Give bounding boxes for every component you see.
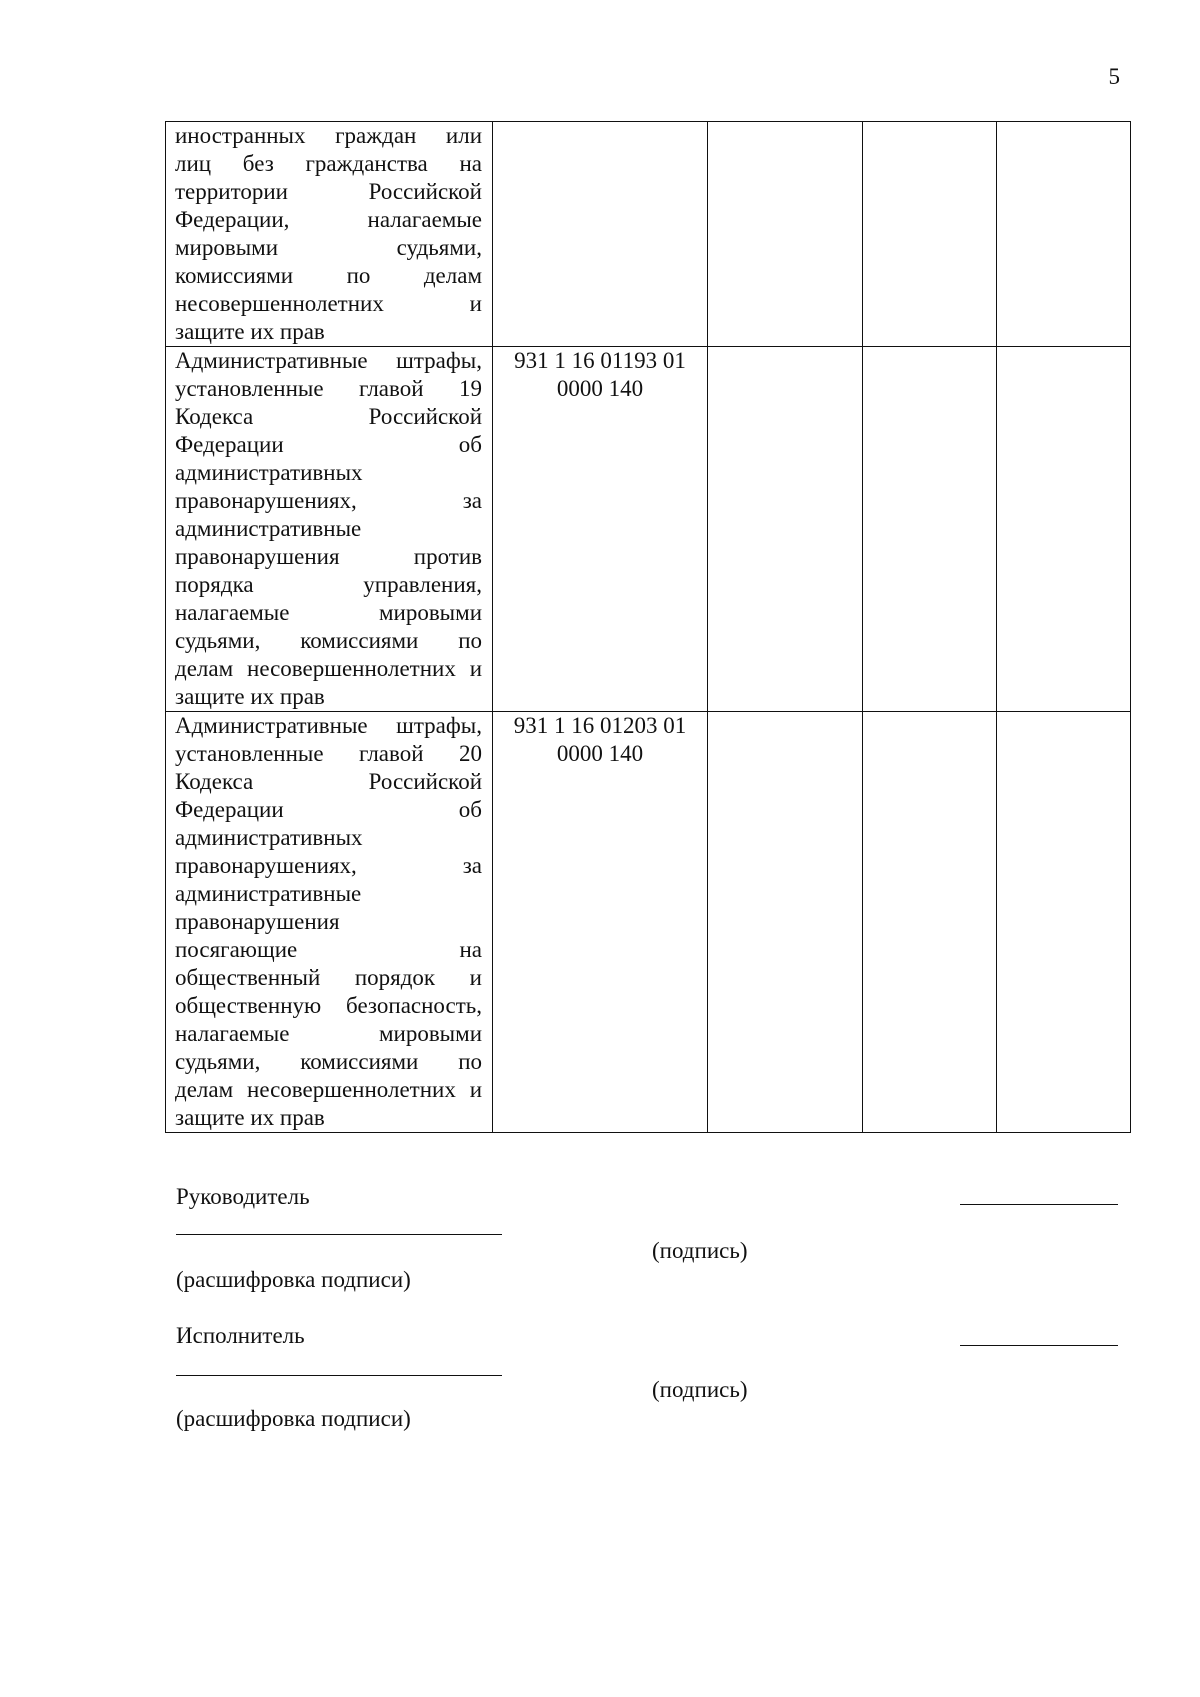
executor-signature-line[interactable] (960, 1345, 1118, 1346)
head-signature-caption: (подпись) (652, 1238, 748, 1263)
description-line: правонарушениях, за (175, 853, 482, 878)
description-line: Федерации об (175, 432, 482, 457)
description-line: Административные штрафы, (175, 348, 482, 373)
description-line: налагаемые мировыми (175, 600, 482, 625)
description-line: защите их прав (175, 319, 325, 344)
page-number: 5 (1108, 64, 1120, 89)
description-line: делам несовершеннолетних и (175, 1077, 482, 1102)
code-line: 931 1 16 01193 01 (514, 348, 686, 373)
description-line: правонарушения (175, 909, 340, 934)
description-line: Кодекса Российской (175, 404, 482, 429)
description-line: административные (175, 516, 362, 541)
description-line: судьями, комиссиями по (175, 628, 482, 653)
description-line: общественный порядок и (175, 965, 482, 990)
description-line: Административные штрафы, (175, 713, 482, 738)
description-line: судьями, комиссиями по (175, 1049, 482, 1074)
description-line: комиссиями по делам (175, 263, 482, 288)
description-line: Федерации, налагаемые (175, 207, 482, 232)
head-label: Руководитель (176, 1184, 310, 1209)
description-line: посягающие на (175, 937, 482, 962)
description-line: Кодекса Российской (175, 769, 482, 794)
executor-label: Исполнитель (176, 1323, 305, 1348)
description-line: административных (175, 825, 363, 850)
description-line: иностранных граждан или (175, 123, 482, 148)
description-line: несовершеннолетних и (175, 291, 482, 316)
description-line: порядка управления, (175, 572, 482, 597)
description-line: административные (175, 881, 362, 906)
description-line: защите их прав (175, 1105, 325, 1130)
code-line: 0000 140 (556, 376, 644, 401)
description-line: установленные главой 19 (175, 376, 482, 401)
description-line: Федерации об (175, 797, 482, 822)
head-name-line[interactable] (176, 1234, 502, 1235)
code-line: 0000 140 (556, 741, 644, 766)
description-line: лиц без гражданства на (175, 151, 482, 176)
description-line: установленные главой 20 (175, 741, 482, 766)
description-line: правонарушения против (175, 544, 482, 569)
description-line: налагаемые мировыми (175, 1021, 482, 1046)
description-line: защите их прав (175, 684, 325, 709)
description-line: делам несовершеннолетних и (175, 656, 482, 681)
executor-name-line[interactable] (176, 1375, 502, 1376)
description-line: правонарушениях, за (175, 488, 482, 513)
code-line: 931 1 16 01203 01 (513, 713, 687, 738)
description-line: мировыми судьями, (175, 235, 482, 260)
head-name-caption: (расшифровка подписи) (176, 1267, 411, 1292)
head-signature-line[interactable] (960, 1204, 1118, 1205)
description-line: административных (175, 460, 363, 485)
executor-name-caption: (расшифровка подписи) (176, 1406, 411, 1431)
executor-signature-caption: (подпись) (652, 1377, 748, 1402)
description-line: общественную безопасность, (175, 993, 482, 1018)
description-line: территории Российской (175, 179, 482, 204)
